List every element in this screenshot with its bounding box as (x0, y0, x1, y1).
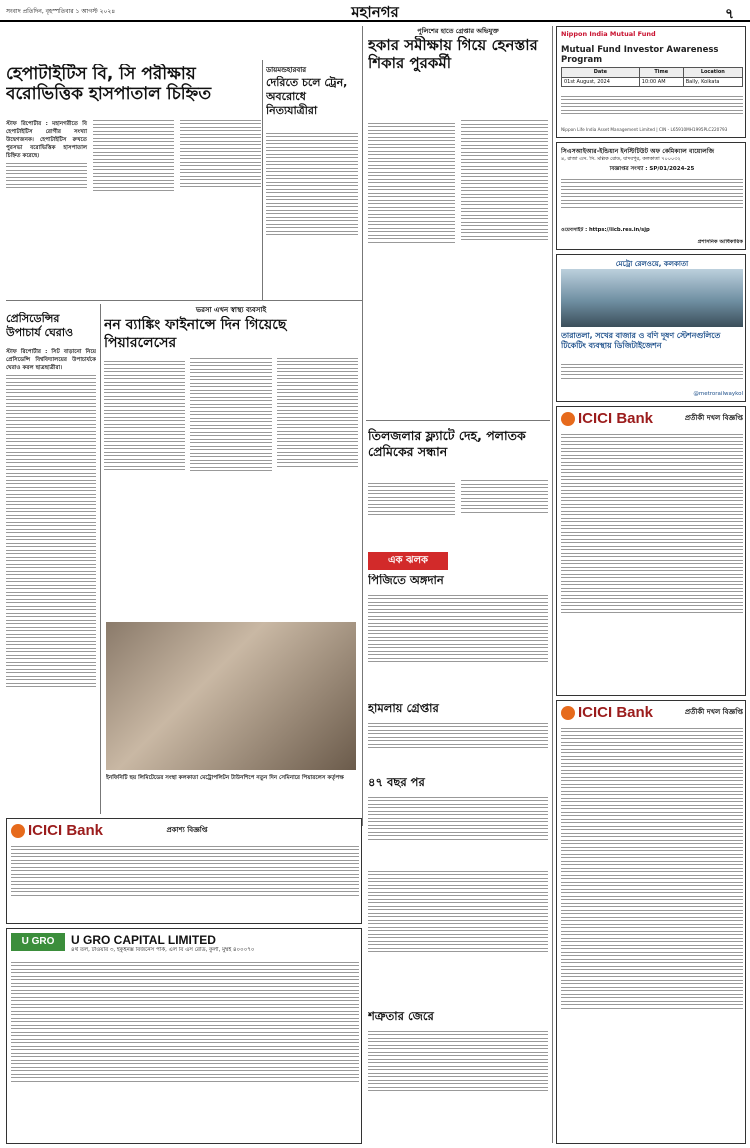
ugro-name: U GRO CAPITAL LIMITED (71, 933, 216, 947)
hepatitis-body (6, 120, 261, 290)
banking-kicker: ভরসা এখন স্বাস্থ্য ব্যবসাই (195, 306, 267, 314)
icici-logo: ICICI Bank (561, 410, 661, 427)
ugro-address: ৪র্থ তল, টাওয়ার ৩, ইকুইনক্স বিজনেস পার্ক, এল বি এস রোড, কুর্লা, মুম্বই ৪০০০৭০ (71, 947, 255, 953)
csir-subtitle: ৪, রাজা এস. সি. মল্লিক রোড, যাদবপুর, কলকাতা ৭০০০৩২ (561, 156, 681, 162)
train-kicker: ডায়মন্ডহারবার (266, 66, 307, 74)
mf-table (561, 67, 743, 87)
metro-headline: তারাতলা, সখের বাজার ও বণি দূষণ স্টেশনগুলিতে টিকেটিং ব্যবস্থায় ডিজিটাইজেশন (561, 331, 721, 350)
peerless-photo (106, 622, 356, 770)
mf-col-location: Location (683, 68, 742, 78)
mutual-fund-ad (556, 26, 746, 138)
icici-notice-1-title: প্রতীকী দখল বিজ্ঞপ্তি (684, 414, 743, 422)
mutual-fund-title: Mutual Fund Investor Awareness Program (561, 45, 719, 65)
mf-col-date: Date (562, 68, 640, 78)
page-number: ৭ (725, 6, 735, 22)
metro-ad (556, 254, 746, 402)
banking-headline: নন ব্যাঙ্কিং ফাইনান্সে দিন গিয়েছে পিয়ারলেসের (104, 317, 287, 351)
presidency-headline: প্রেসিডেন্সির উপাচার্য ঘেরাও (6, 312, 74, 339)
ek-jhalak-label: এক ঝলক (368, 552, 448, 570)
hepatitis-headline: হেপাটাইটিস বি, সি পরীক্ষায় বরোভিত্তিক হাসপাতাল চিহ্নিত (6, 64, 212, 104)
brief-2-headline: হামলায় গ্রেপ্তার (368, 702, 439, 715)
hepatitis-dateline: স্টাফ রিপোর্টার : মহানগরীতে বি হেপাটাইটিস রোগীর সংখ্যা উদ্বেগজনক। হেপাটাইটিস রুখতে পুরসভা বরোভিত্তিক হাসপাতাল চিহ্নিত করেছে। (6, 121, 87, 159)
hawker-body (368, 120, 548, 420)
ugro-notice (6, 928, 362, 1144)
brief-4-headline: শত্রুতার জেরে (368, 1010, 434, 1023)
presidency-body (6, 348, 96, 818)
icici-emblem-icon (561, 706, 575, 720)
brief-3-headline: ৪৭ বছর পর (368, 776, 425, 789)
csir-notice (556, 142, 746, 250)
banking-caption: ইনফিনিটি ছয় লিমিটেডের সংস্থা কলকাতা মেট্রোপলিটন টাউনশিপে নতুন দিন সেমিনারে পিয়ারলেস কর্তৃপক্ষ (106, 775, 344, 781)
mf-footer: Nippon Life India Asset Management Limited | CIN - L65910MH1995PLC220793 (561, 127, 728, 132)
poet-headline: তিলজলার ফ্ল্যাটে দেহ, পলাতক প্রেমিকের সন্ধান (368, 428, 526, 459)
metro-photo (561, 269, 743, 327)
presidency-dateline: স্টাফ রিপোর্টার : সিট বাড়ানো নিয়ে প্রেসিডেন্সি বিশ্ববিদ্যালয়ের উপাচার্যকে ঘেরাও করল ছাত্রছাত্রীরা। (6, 349, 96, 371)
metro-handle: @metrorailwaykol (693, 391, 743, 397)
mf-col-time: Time (639, 68, 683, 78)
icici-notice-2-title: প্রতীকী দখল বিজ্ঞপ্তি (684, 708, 743, 716)
banking-body (104, 358, 358, 618)
ugro-logo: U GRO (11, 933, 65, 951)
icici-notice-3: ICICI Bank প্রকাশ্য বিজ্ঞপ্তি (6, 818, 362, 924)
mf-location: Bally, Kolkata (683, 77, 742, 87)
train-body (266, 130, 358, 290)
section-title: মহানগর (351, 3, 399, 21)
icici-emblem-icon (561, 412, 575, 426)
masthead (0, 0, 750, 22)
masthead-date: সংবাদ প্রতিদিন, বৃহস্পতিবার ১ আগস্ট ২০২৪ (6, 8, 116, 15)
poet-body (368, 480, 548, 550)
csir-signatory: প্রশাসনিক আধিকারিক (697, 239, 743, 245)
nippon-brand: Nippon India Mutual Fund (561, 30, 656, 38)
csir-website: ওয়েবসাইট : https://iicb.res.in/sjp (561, 227, 650, 233)
icici-notice-2: ICICI Bank প্রতীকী দখল বিজ্ঞপ্তি (556, 700, 746, 1144)
icici-notice-1 (556, 406, 746, 696)
icici-notice-3-title: প্রকাশ্য বিজ্ঞপ্তি (166, 826, 208, 834)
train-headline: দেরিতে চলে ট্রেন, অবরোধে নিত্যযাত্রীরা (266, 76, 348, 117)
hawker-kicker: পুলিশের হাতে গ্রেপ্তার অভিযুক্ত (417, 27, 499, 35)
brief-1-headline: পিজিতে অঙ্গদান (368, 574, 444, 587)
metro-brand: মেট্রো রেলওয়ে, কলকাতা (615, 260, 689, 268)
csir-title: সিএসআইআর-ইন্ডিয়ান ইনস্টিটিউট অফ কেমিক্যাল বায়োলজি (561, 148, 715, 155)
icici-emblem-icon (11, 824, 25, 838)
mf-date: 01st August, 2024 (562, 77, 640, 87)
csir-notice-number: বিজ্ঞপ্তির সংখ্যা : SP/01/2024-25 (609, 166, 695, 172)
hawker-headline: হকার সমীক্ষায় গিয়ে হেনস্তার শিকার পুরকর্মী (368, 36, 538, 72)
mf-time: 10:00 AM (639, 77, 683, 87)
